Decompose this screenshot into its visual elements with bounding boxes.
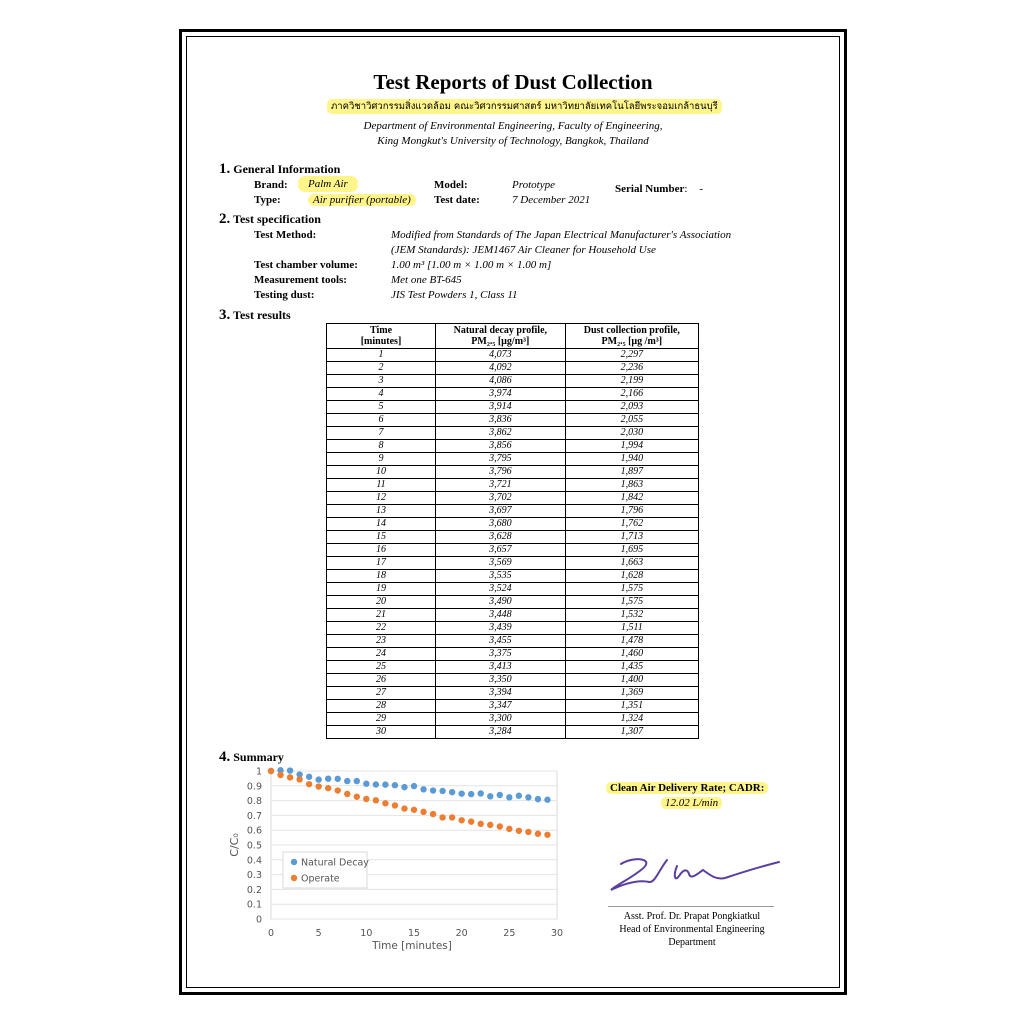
cell-dust: 1,435 <box>565 661 698 674</box>
cell-time: 20 <box>327 596 436 609</box>
table-row <box>327 596 699 609</box>
cell-time: 4 <box>327 388 436 401</box>
cell-dust: 1,369 <box>565 687 698 700</box>
data-point <box>487 822 493 828</box>
cell-dust: 2,297 <box>565 349 698 362</box>
data-point <box>439 788 445 794</box>
thai-department: ภาควิชาวิศวกรรมสิ่งแวดล้อม คณะวิศวกรรมศาสตร์ มหาวิทยาลัยเทคโนโลยีพระจอมเกล้าธนบุรี <box>327 99 722 114</box>
cadr-label: Clean Air Delivery Rate; CADR: <box>606 782 768 794</box>
section-summary-heading: 4. Summary <box>219 749 284 765</box>
cell-natural: 4,086 <box>436 375 566 388</box>
table-row <box>327 362 699 375</box>
cell-time: 14 <box>327 518 436 531</box>
data-point <box>449 789 455 795</box>
data-point <box>344 778 350 784</box>
cell-time: 3 <box>327 375 436 388</box>
cell-natural: 3,439 <box>436 622 566 635</box>
cell-time: 1 <box>327 349 436 362</box>
data-point <box>287 774 293 780</box>
legend-marker <box>291 859 297 865</box>
data-point <box>315 783 321 789</box>
cell-time: 21 <box>327 609 436 622</box>
cell-natural: 3,524 <box>436 583 566 596</box>
cell-time: 5 <box>327 401 436 414</box>
table-row <box>327 674 699 687</box>
cell-natural: 3,300 <box>436 713 566 726</box>
cell-dust: 1,663 <box>565 557 698 570</box>
data-point <box>478 790 484 796</box>
cell-dust: 1,762 <box>565 518 698 531</box>
table-row <box>327 531 699 544</box>
y-tick-label: 0.8 <box>246 796 262 808</box>
data-point <box>430 787 436 793</box>
cell-dust: 1,575 <box>565 596 698 609</box>
data-point <box>392 782 398 788</box>
data-point <box>411 807 417 813</box>
cell-natural: 3,721 <box>436 479 566 492</box>
type-value: Air purifier (portable) <box>308 194 416 206</box>
chart-y-label: C/C₀ <box>228 833 241 857</box>
cell-dust: 2,199 <box>565 375 698 388</box>
table-row <box>327 349 699 362</box>
cell-time: 8 <box>327 440 436 453</box>
data-point <box>382 800 388 806</box>
data-point <box>478 821 484 827</box>
testing-dust-label: Testing dust: <box>254 289 315 301</box>
results-table <box>326 323 699 739</box>
table-row <box>327 700 699 713</box>
cell-natural: 3,628 <box>436 531 566 544</box>
model-label: Model: <box>434 179 468 191</box>
table-row <box>327 570 699 583</box>
cell-natural: 3,680 <box>436 518 566 531</box>
table-row <box>327 518 699 531</box>
cell-time: 19 <box>327 583 436 596</box>
department-line-1: Department of Environmental Engineering, Faculty of Engineering, <box>363 120 663 132</box>
cell-time: 10 <box>327 466 436 479</box>
table-row <box>327 479 699 492</box>
cell-dust: 1,628 <box>565 570 698 583</box>
table-row <box>327 583 699 596</box>
data-point <box>363 781 369 787</box>
data-point <box>392 802 398 808</box>
y-tick-label: 0.2 <box>246 884 262 896</box>
cell-dust: 1,863 <box>565 479 698 492</box>
data-point <box>458 817 464 823</box>
table-row <box>327 375 699 388</box>
y-tick-label: 0.6 <box>246 825 262 837</box>
col-dust-header: Dust collection profile, PM₂.₅ [µg /m³] <box>565 324 698 349</box>
cell-dust: 1,842 <box>565 492 698 505</box>
legend-label: Natural Decay <box>301 857 369 869</box>
data-point <box>544 832 550 838</box>
test-date-label: Test date: <box>434 194 480 206</box>
cell-time: 2 <box>327 362 436 375</box>
cell-time: 9 <box>327 453 436 466</box>
data-point <box>468 818 474 824</box>
legend-marker <box>291 875 297 881</box>
data-point <box>525 794 531 800</box>
cell-natural: 3,448 <box>436 609 566 622</box>
data-point <box>420 786 426 792</box>
data-point <box>487 793 493 799</box>
legend-label: Operate <box>301 873 340 885</box>
cell-natural: 3,836 <box>436 414 566 427</box>
table-row <box>327 427 699 440</box>
cell-dust: 1,511 <box>565 622 698 635</box>
cell-time: 6 <box>327 414 436 427</box>
x-tick-label: 20 <box>455 928 468 939</box>
y-tick-label: 0.5 <box>246 840 262 852</box>
data-point <box>325 785 331 791</box>
cell-time: 15 <box>327 531 436 544</box>
testing-dust-value: JIS Test Powders 1, Class 11 <box>391 289 518 301</box>
cell-dust: 1,695 <box>565 544 698 557</box>
cell-time: 29 <box>327 713 436 726</box>
data-point <box>277 772 283 778</box>
data-point <box>535 796 541 802</box>
y-tick-label: 1 <box>255 766 262 778</box>
cell-natural: 3,394 <box>436 687 566 700</box>
x-tick-label: 25 <box>503 928 516 939</box>
cell-natural: 3,375 <box>436 648 566 661</box>
cell-natural: 3,702 <box>436 492 566 505</box>
results-body <box>327 349 699 739</box>
data-point <box>458 790 464 796</box>
table-row <box>327 557 699 570</box>
brand-value: Palm Air <box>298 176 358 192</box>
test-date-value: 7 December 2021 <box>512 194 591 206</box>
data-point <box>354 778 360 784</box>
x-tick-label: 10 <box>360 928 373 939</box>
data-point <box>535 831 541 837</box>
cell-dust: 2,236 <box>565 362 698 375</box>
cell-time: 26 <box>327 674 436 687</box>
data-point <box>268 768 274 774</box>
cell-dust: 1,478 <box>565 635 698 648</box>
cell-dust: 1,307 <box>565 726 698 739</box>
data-point <box>430 811 436 817</box>
y-tick-label: 0.4 <box>246 855 262 867</box>
cadr-value: 12.02 L/min <box>661 797 722 809</box>
cell-natural: 3,697 <box>436 505 566 518</box>
table-row <box>327 726 699 739</box>
col-natural-header: Natural decay profile, PM₂.₅ [µg/m³] <box>436 324 566 349</box>
data-point <box>363 796 369 802</box>
table-row <box>327 687 699 700</box>
data-point <box>497 823 503 829</box>
data-point <box>382 781 388 787</box>
data-point <box>439 814 445 820</box>
data-point <box>420 809 426 815</box>
data-point <box>401 784 407 790</box>
table-row <box>327 648 699 661</box>
cell-natural: 4,073 <box>436 349 566 362</box>
table-row <box>327 440 699 453</box>
data-point <box>306 781 312 787</box>
signature-line <box>608 906 774 907</box>
data-point <box>354 794 360 800</box>
cell-time: 22 <box>327 622 436 635</box>
cell-dust: 1,994 <box>565 440 698 453</box>
cell-time: 18 <box>327 570 436 583</box>
cell-natural: 3,490 <box>436 596 566 609</box>
data-point <box>306 774 312 780</box>
y-tick-label: 0.3 <box>246 870 262 882</box>
table-row <box>327 466 699 479</box>
cell-natural: 3,413 <box>436 661 566 674</box>
cell-dust: 1,400 <box>565 674 698 687</box>
data-point <box>544 797 550 803</box>
summary-chart <box>220 764 570 954</box>
cell-dust: 1,796 <box>565 505 698 518</box>
table-row <box>327 453 699 466</box>
cell-dust: 1,532 <box>565 609 698 622</box>
data-point <box>344 791 350 797</box>
cell-natural: 3,914 <box>436 401 566 414</box>
data-point <box>335 776 341 782</box>
cell-time: 13 <box>327 505 436 518</box>
cell-dust: 2,166 <box>565 388 698 401</box>
data-point <box>411 783 417 789</box>
cell-time: 7 <box>327 427 436 440</box>
cell-natural: 3,974 <box>436 388 566 401</box>
cell-natural: 3,796 <box>436 466 566 479</box>
y-tick-label: 0 <box>255 914 262 926</box>
brand-label: Brand: <box>254 179 288 191</box>
serial-number: Serial Number: - <box>615 183 704 195</box>
table-row <box>327 414 699 427</box>
cell-dust: 1,351 <box>565 700 698 713</box>
data-point <box>516 828 522 834</box>
cell-time: 24 <box>327 648 436 661</box>
section-results-heading: 3. Test results <box>219 307 291 323</box>
chamber-volume-value: 1.00 m³ [1.00 m × 1.00 m × 1.00 m] <box>391 259 552 271</box>
table-row <box>327 609 699 622</box>
table-row <box>327 492 699 505</box>
cell-dust: 2,055 <box>565 414 698 427</box>
report-title: Test Reports of Dust Collection <box>373 70 653 94</box>
section-spec-heading: 2. Test specification <box>219 211 321 227</box>
data-point <box>325 775 331 781</box>
type-label: Type: <box>254 194 281 206</box>
data-point <box>506 794 512 800</box>
cell-time: 17 <box>327 557 436 570</box>
cell-time: 27 <box>327 687 436 700</box>
cell-natural: 3,347 <box>436 700 566 713</box>
cell-dust: 1,324 <box>565 713 698 726</box>
measurement-tools-label: Measurement tools: <box>254 274 347 286</box>
cell-time: 12 <box>327 492 436 505</box>
table-row <box>327 713 699 726</box>
data-point <box>516 793 522 799</box>
cell-dust: 1,575 <box>565 583 698 596</box>
cell-time: 30 <box>327 726 436 739</box>
cell-dust: 1,940 <box>565 453 698 466</box>
model-value: Prototype <box>512 179 555 191</box>
department-line-2: King Mongkut's University of Technology, Bangkok, Thailand <box>377 135 649 147</box>
test-method-label: Test Method: <box>254 229 317 241</box>
chart-x-ticks <box>268 928 563 939</box>
y-tick-label: 0.7 <box>246 810 262 822</box>
cell-time: 11 <box>327 479 436 492</box>
data-point <box>315 776 321 782</box>
test-method-line-1: Modified from Standards of The Japan Electrical Manufacturer's Association <box>391 229 732 241</box>
test-method-line-2: (JEM Standards): JEM1467 Air Cleaner for Household Use <box>391 244 656 256</box>
data-point <box>506 826 512 832</box>
x-tick-label: 0 <box>267 928 275 939</box>
section-general-heading: 1. General Information <box>219 161 341 177</box>
chart-x-label: Time [minutes] <box>372 940 452 952</box>
y-tick-label: 0.9 <box>246 781 262 793</box>
cell-time: 16 <box>327 544 436 557</box>
chart-legend <box>283 852 369 888</box>
col-time-header: Time [minutes] <box>327 324 436 349</box>
signer-title: Head of Environmental Engineering Department <box>619 924 765 948</box>
data-point <box>335 787 341 793</box>
table-row <box>327 622 699 635</box>
cell-dust: 1,897 <box>565 466 698 479</box>
cell-natural: 4,092 <box>436 362 566 375</box>
cell-natural: 3,455 <box>436 635 566 648</box>
cell-natural: 3,350 <box>436 674 566 687</box>
data-point <box>468 791 474 797</box>
table-row <box>327 544 699 557</box>
cell-dust: 1,713 <box>565 531 698 544</box>
x-tick-label: 5 <box>315 928 322 939</box>
cell-natural: 3,535 <box>436 570 566 583</box>
cell-natural: 3,284 <box>436 726 566 739</box>
cell-natural: 3,569 <box>436 557 566 570</box>
table-row <box>327 401 699 414</box>
data-point <box>449 814 455 820</box>
cell-dust: 1,460 <box>565 648 698 661</box>
cell-time: 28 <box>327 700 436 713</box>
data-point <box>525 829 531 835</box>
chart-y-ticks <box>247 767 262 926</box>
y-tick-label: 0.1 <box>246 899 262 911</box>
table-row <box>327 661 699 674</box>
cell-dust: 2,030 <box>565 427 698 440</box>
data-point <box>497 792 503 798</box>
signer-name: Asst. Prof. Dr. Prapat Pongkiatkul <box>623 911 761 922</box>
x-tick-label: 30 <box>550 928 564 939</box>
data-point <box>287 767 293 773</box>
cell-dust: 2,093 <box>565 401 698 414</box>
data-point <box>373 797 379 803</box>
results-header-row <box>327 324 699 349</box>
cell-natural: 3,657 <box>436 544 566 557</box>
x-tick-label: 15 <box>407 928 421 939</box>
table-row <box>327 635 699 648</box>
signature-image <box>607 852 782 896</box>
chamber-volume-label: Test chamber volume: <box>254 259 358 271</box>
data-point <box>401 805 407 811</box>
table-row <box>327 505 699 518</box>
data-point <box>296 776 302 782</box>
cell-time: 23 <box>327 635 436 648</box>
cell-natural: 3,862 <box>436 427 566 440</box>
cell-natural: 3,856 <box>436 440 566 453</box>
measurement-tools-value: Met one BT-645 <box>391 274 462 286</box>
cell-time: 25 <box>327 661 436 674</box>
cell-natural: 3,795 <box>436 453 566 466</box>
table-row <box>327 388 699 401</box>
data-point <box>373 781 379 787</box>
